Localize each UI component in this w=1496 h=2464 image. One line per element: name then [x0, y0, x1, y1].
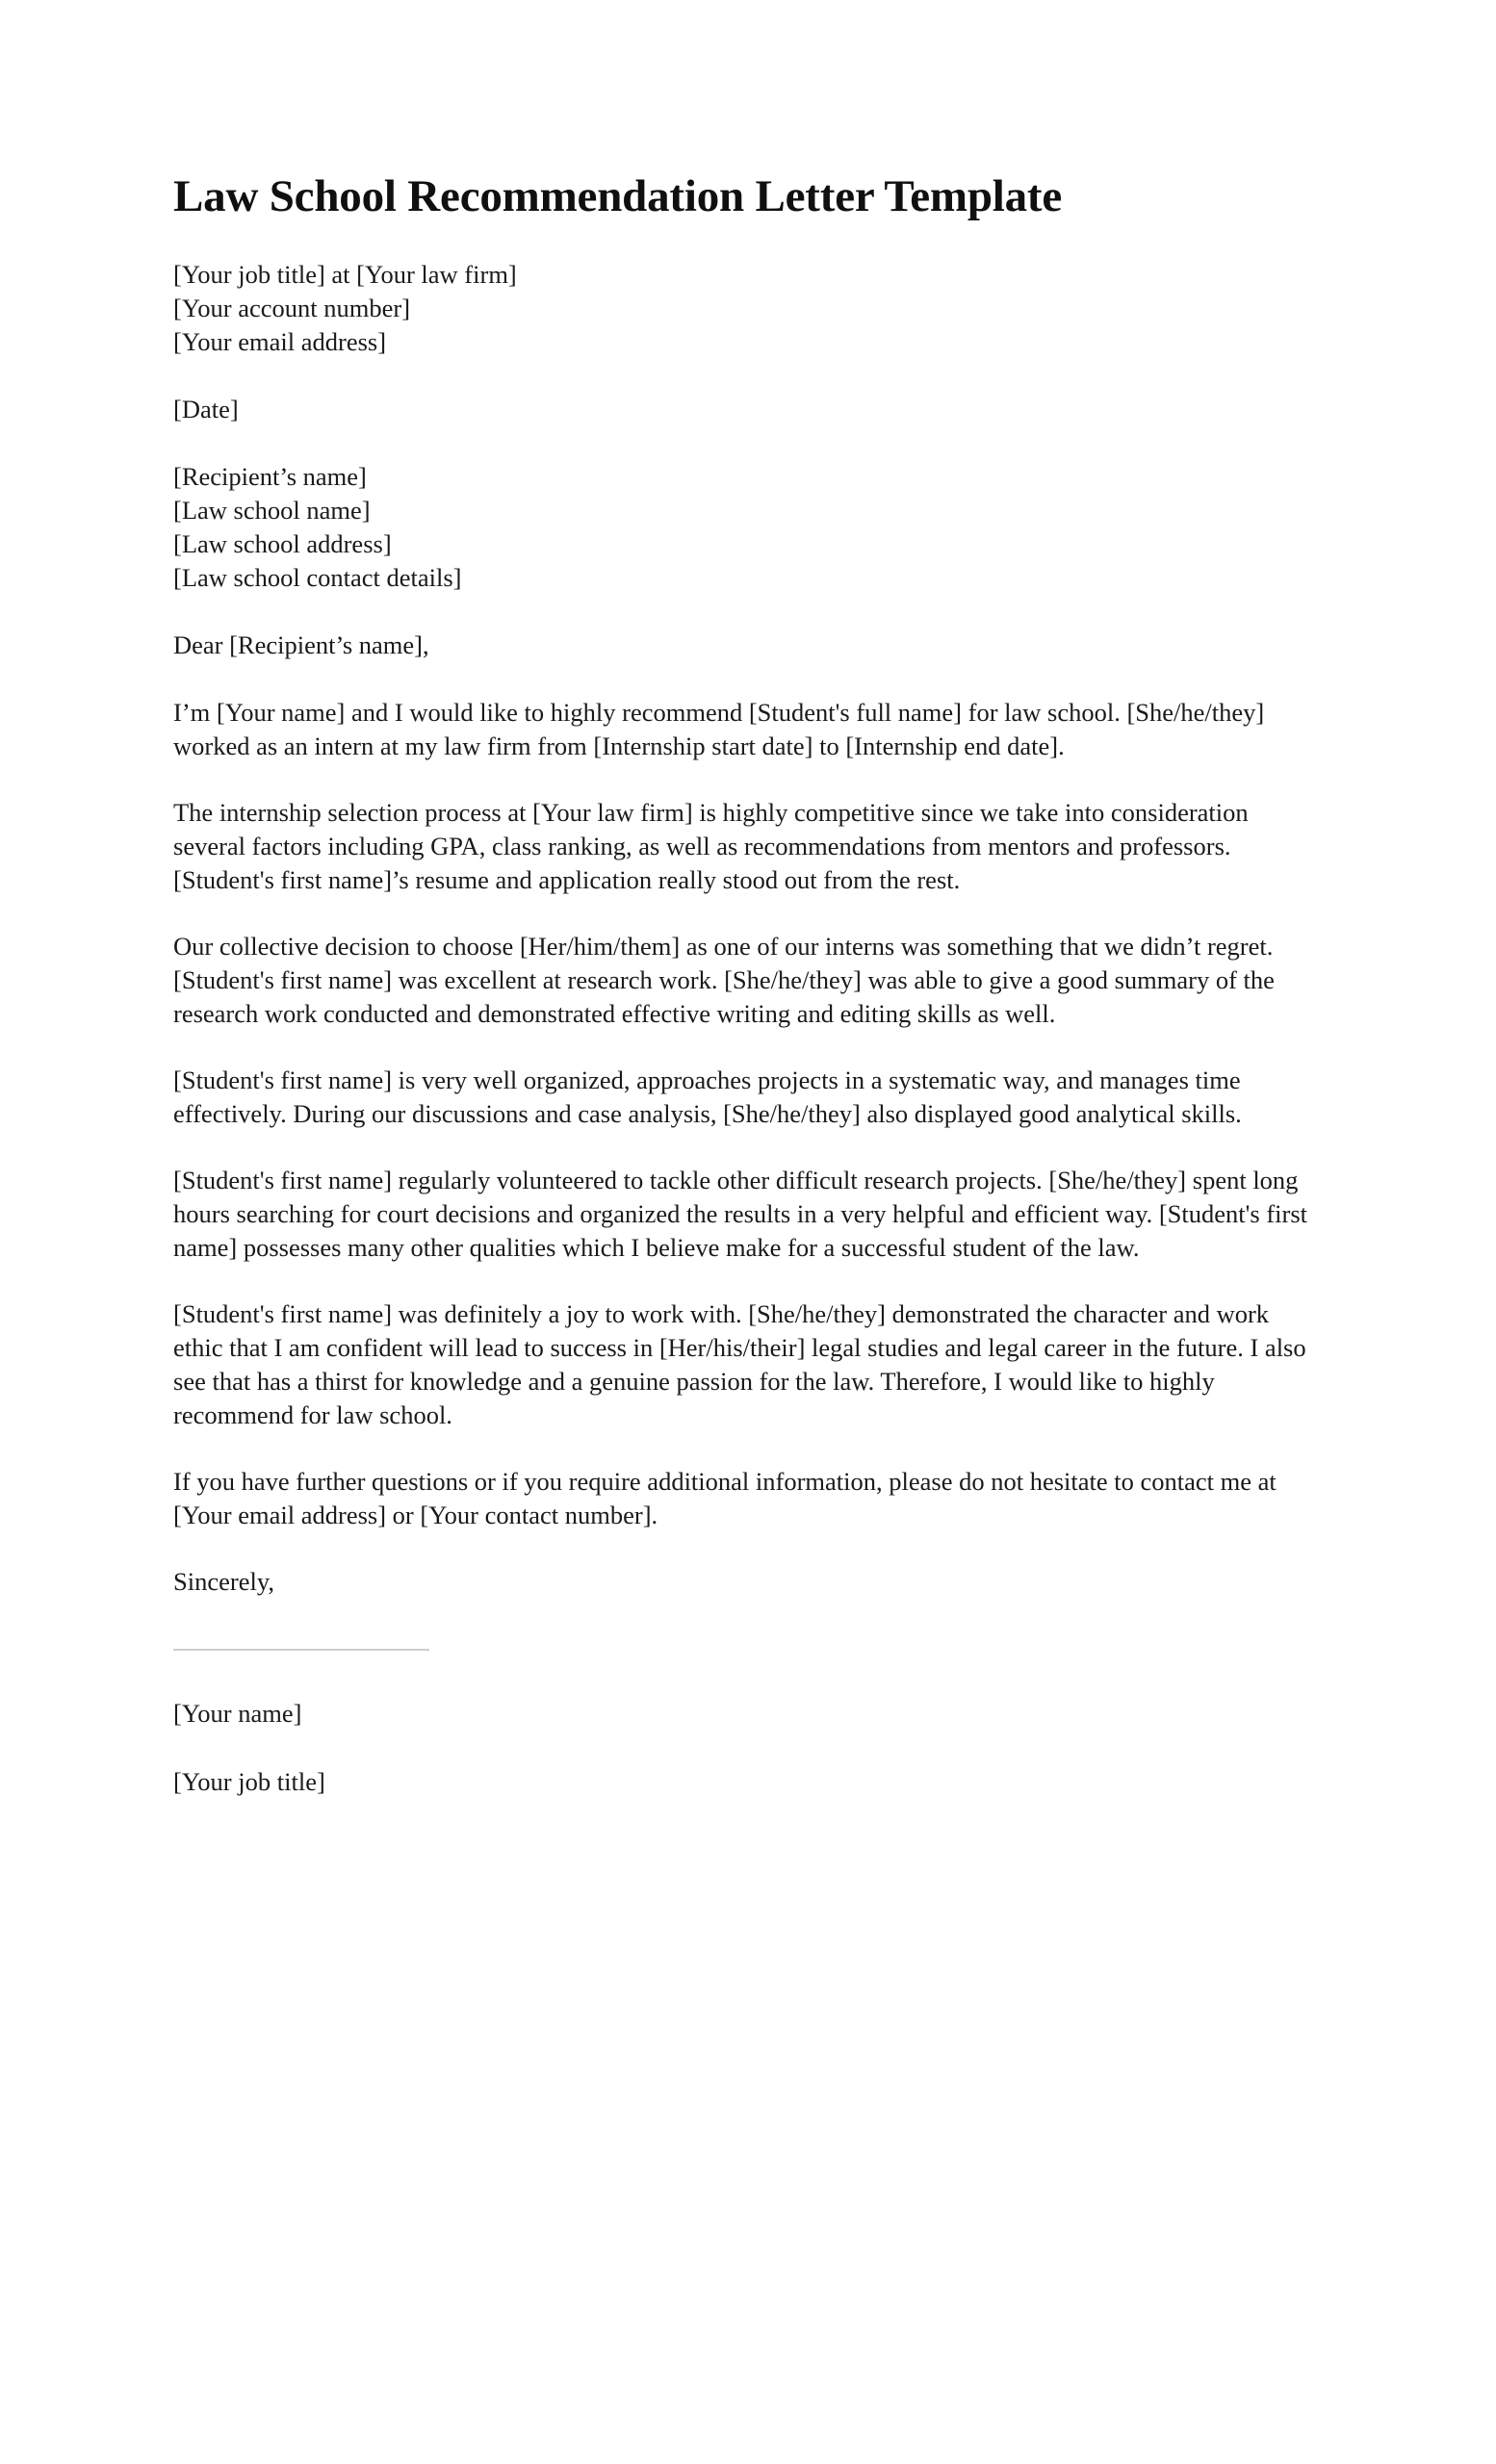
signature-job-title: [Your job title]	[173, 1767, 325, 1796]
salutation-line: Dear [Recipient’s name],	[173, 630, 429, 659]
sender-address-block	[173, 258, 1325, 359]
body-paragraph-6: [Student's first name] was definitely a joy to work with. [She/he/they] demonstrated the character and work ethic that I am confident will lead to success in [Her/his/their] legal studies and legal career in the future. I also see that has a thirst for knowledge and a genuine passion for the law. Therefore, I would like to highly recommend for law school.	[173, 1299, 1306, 1429]
date-line: [Date]	[173, 395, 239, 424]
recipient-line-name: [Recipient’s name]	[173, 462, 367, 491]
sender-line-email-address: [Your email address]	[173, 327, 387, 356]
body-paragraph-7-contact: If you have further questions or if you require additional information, please do not hesitate to contact me at [Your email address] or [Your contact number].	[173, 1467, 1277, 1529]
sender-line-job-title-firm: [Your job title] at [Your law firm]	[173, 260, 517, 289]
recipient-line-school-contact: [Law school contact details]	[173, 563, 462, 592]
body-paragraph-5: [Student's first name] regularly volunteered to tackle other difficult research projects. [She/he/they] spent long hours searching for court decisions and organized the results in a very helpful and efficient way. [Student's first name] possesses many other qualities which I believe make for a successful student of the law.	[173, 1166, 1308, 1262]
page-title: Law School Recommendation Letter Template	[173, 171, 1063, 221]
recipient-address-block	[173, 460, 1325, 595]
body-paragraph-4: [Student's first name] is very well organized, approaches projects in a systematic way, and manages time effectively. During our discussions and case analysis, [She/he/they] also displayed good analytical skills.	[173, 1065, 1242, 1128]
recipient-line-school-address: [Law school address]	[173, 529, 392, 558]
salutation-block	[173, 629, 1325, 662]
body-paragraph-1: I’m [Your name] and I would like to highly recommend [Student's full name] for law school. [She/he/they] worked as an intern at my law firm from [Internship start date] to [Internship end date].	[173, 698, 1265, 760]
date-block	[173, 393, 1325, 426]
recipient-line-school-name: [Law school name]	[173, 496, 371, 525]
closing-line: Sincerely,	[173, 1567, 274, 1596]
body-paragraph-2: The internship selection process at [Your law firm] is highly competitive since we take into consideration several factors including GPA, class ranking, as well as recommendations from mentors and professors. [Student's first name]’s resume and application really stood out from the rest.	[173, 798, 1249, 894]
letter-body	[173, 169, 1325, 1799]
body-paragraph-3: Our collective decision to choose [Her/him/them] as one of our interns was something that we didn’t regret. [Student's first name] was excellent at research work. [She/he/they] was able to give a good summary of the research work conducted and demonstrated effective writing and editing skills as well.	[173, 932, 1275, 1028]
signature-name: [Your name]	[173, 1699, 302, 1728]
sender-line-account-number: [Your account number]	[173, 294, 411, 322]
signature-rule	[173, 1649, 429, 1651]
